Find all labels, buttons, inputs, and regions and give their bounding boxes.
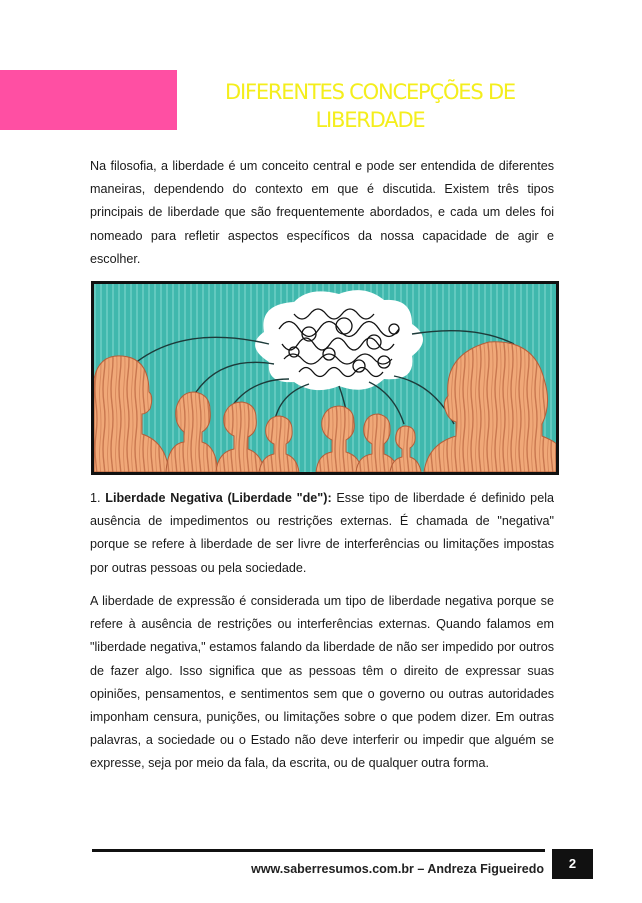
- page-title: [200, 78, 540, 134]
- section-1-heading: Liberdade Negativa (Liberdade "de"):: [105, 491, 332, 505]
- section-1-text: Esse tipo de liberdade é definido pela ausência de impedimentos ou restrições externas. É chamada de "negativa" porque se refere à liberdade de ser livre de interferências ou limitações impostas por outras pessoas ou pela sociedade.: [90, 491, 554, 575]
- footer-website: www.saberresumos.com.br – Andreza Figueiredo: [251, 862, 544, 876]
- pink-accent-bar: [0, 70, 177, 130]
- footer-divider: [92, 849, 545, 852]
- section-1-paragraph: [90, 487, 554, 580]
- paragraph-2: [90, 590, 554, 776]
- intro-paragraph: [90, 155, 554, 271]
- intro-text: Na filosofia, a liberdade é um conceito central e pode ser entendida de diferentes maneiras, dependendo do contexto em que é discutida. Existem três tipos principais de liberdade que são frequentemente abordados, e cada um deles foi nomeado para refletir aspectos específicos da nossa capacidade de agir e escolher.: [90, 159, 554, 266]
- section-1-number: 1.: [90, 491, 101, 505]
- title-line-2: LIBERDADE: [315, 108, 425, 132]
- crowd-thought-illustration: [91, 281, 559, 475]
- paragraph-2-text: A liberdade de expressão é considerada um tipo de liberdade negativa porque se refere à ausência de restrições ou interferências externas. Quando falamos em "liberdade negativa," estamos falando da liberdade de não ser impedido por outros de fazer algo. Isso significa que as pessoas têm o direito de expressar suas opiniões, pensamentos, e sentimentos sem que o governo ou outras autoridades imponham censura, punições, ou limitações sobre o que podem dizer. Em outras palavras, a sociedade ou o Estado não deve interferir ou impedir que alguém se expresse, seja por meio da fala, da escrita, ou de qualquer outra forma.: [90, 594, 554, 771]
- page-number: 2: [552, 849, 593, 879]
- title-line-1: DIFERENTES CONCEPÇÕES DE: [225, 80, 515, 104]
